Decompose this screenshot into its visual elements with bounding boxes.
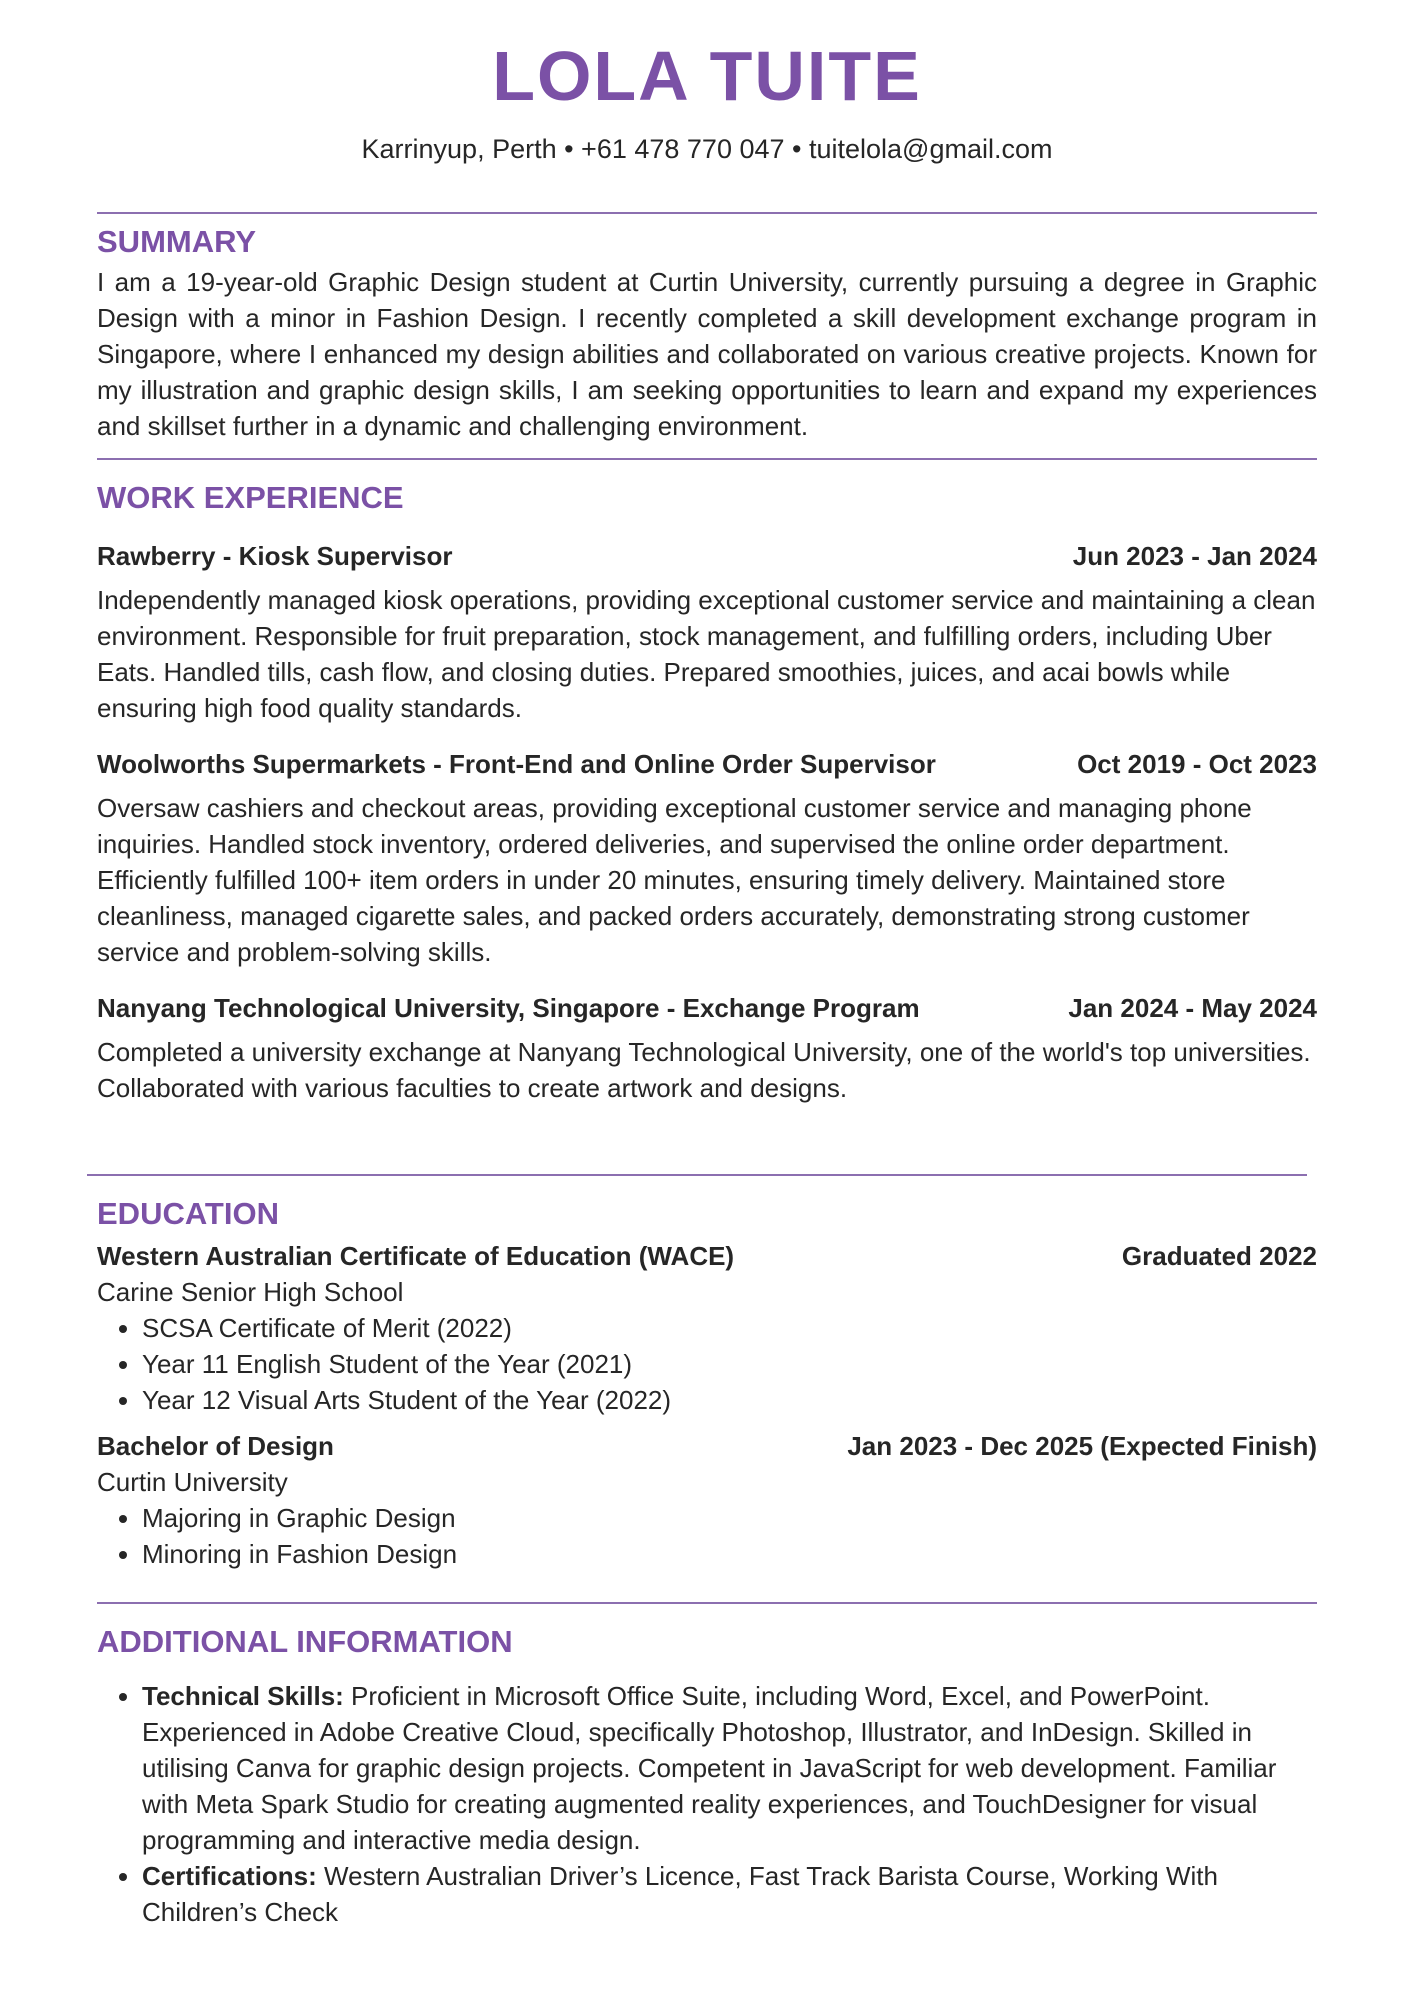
additional-list: [97, 1678, 1317, 1930]
job-dates: Oct 2019 - Oct 2023: [1077, 749, 1317, 779]
job-dates: Jan 2024 - May 2024: [1068, 993, 1317, 1023]
certifications-text: Western Australian Driver’s Licence, Fast Track Barista Course, Working With Children’s Check: [142, 1861, 1218, 1927]
list-item: [142, 1678, 1317, 1858]
achievement-list: [97, 1500, 1317, 1572]
job-description: Completed a university exchange at Nanyang Technological University, one of the world's top universities. Collaborated with various faculties to create artwork and designs.: [97, 1037, 1311, 1103]
additional-section: [97, 1622, 1317, 1930]
list-item: • Majoring in Graphic Design: [142, 1500, 1317, 1536]
qualification-dates: Jan 2023 - Dec 2025 (Expected Finish): [847, 1431, 1317, 1461]
divider-education: [87, 1174, 1307, 1176]
summary-text: I am a 19-year-old Graphic Design student at Curtin University, currently pursuing a degree in Graphic Design with a minor in Fashion Design. I recently completed a skill development exchange program in Singapore, where I enhanced my design abilities and collaborated on various creative projects. Known for my illustration and graphic design skills, I am seeking opportunities to learn and expand my experiences and skillset further in a dynamic and challenging environment.: [97, 267, 1317, 441]
contact-line: Karrinyup, Perth • +61 478 770 047 • tuitelola@gmail.com: [361, 134, 1053, 164]
certifications-label: Certifications:: [142, 1861, 317, 1891]
education-section: [97, 1194, 1317, 1572]
list-item: • SCSA Certificate of Merit (2022): [142, 1310, 1317, 1346]
divider-additional: [97, 1602, 1317, 1604]
list-item: • Year 11 English Student of the Year (2021): [142, 1346, 1317, 1382]
job-description: Oversaw cashiers and checkout areas, providing exceptional customer service and managing phone inquiries. Handled stock inventory, ordered deliveries, and supervised the online order department. Efficiently fulfilled 100+ item orders in under 20 minutes, ensuring timely delivery. Maintained store cleanliness, managed cigarette sales, and packed orders accurately, demonstrating strong customer service and problem-solving skills.: [97, 793, 1252, 967]
institution-name: Curtin University: [97, 1467, 288, 1497]
work-section: [97, 478, 1317, 1106]
education-entry: [97, 1238, 1317, 1418]
summary-section: [97, 222, 1317, 444]
section-title-additional: ADDITIONAL INFORMATION: [97, 1624, 513, 1659]
job-entry: [97, 990, 1317, 1106]
list-item: • Year 12 Visual Arts Student of the Year (2022): [142, 1382, 1317, 1418]
divider-summary: [97, 212, 1317, 214]
technical-skills-text: Proficient in Microsoft Office Suite, including Word, Excel, and PowerPoint. Experienced in Adobe Creative Cloud, specifically Photoshop, Illustrator, and InDesign. Skilled in utilising Canva for graphic design projects. Competent in JavaScript for web development. Familiar with Meta Spark Studio for creating augmented reality experiences, and TouchDesigner for visual programming and interactive media design.: [142, 1681, 1277, 1855]
achievement-list: [97, 1310, 1317, 1418]
divider-work: [97, 458, 1317, 460]
technical-skills-label: Technical Skills:: [142, 1681, 344, 1711]
job-description: Independently managed kiosk operations, providing exceptional customer service and maintaining a clean environment. Responsible for fruit preparation, stock management, and fulfilling orders, including Uber Eats. Handled tills, cash flow, and closing duties. Prepared smoothies, juices, and acai bowls while ensuring high food quality standards.: [97, 585, 1316, 723]
education-entry: [97, 1428, 1317, 1572]
job-entry: [97, 538, 1317, 726]
institution-name: Carine Senior High School: [97, 1277, 404, 1307]
job-title: Nanyang Technological University, Singapore - Exchange Program: [97, 993, 920, 1023]
job-dates: Jun 2023 - Jan 2024: [1072, 541, 1317, 571]
job-entry: [97, 746, 1317, 970]
list-item: • Minoring in Fashion Design: [142, 1536, 1317, 1572]
candidate-name: LOLA TUITE: [492, 37, 922, 115]
section-title-work: WORK EXPERIENCE: [97, 480, 404, 515]
job-title: Woolworths Supermarkets - Front-End and Online Order Supervisor: [97, 749, 936, 779]
qualification-dates: Graduated 2022: [1121, 1241, 1317, 1271]
qualification-title: Bachelor of Design: [97, 1431, 334, 1461]
list-item: [142, 1858, 1317, 1930]
job-title: Rawberry - Kiosk Supervisor: [97, 541, 453, 571]
qualification-title: Western Australian Certificate of Education (WACE): [97, 1241, 735, 1271]
section-title-education: EDUCATION: [97, 1196, 279, 1231]
section-title-summary: SUMMARY: [97, 224, 257, 259]
